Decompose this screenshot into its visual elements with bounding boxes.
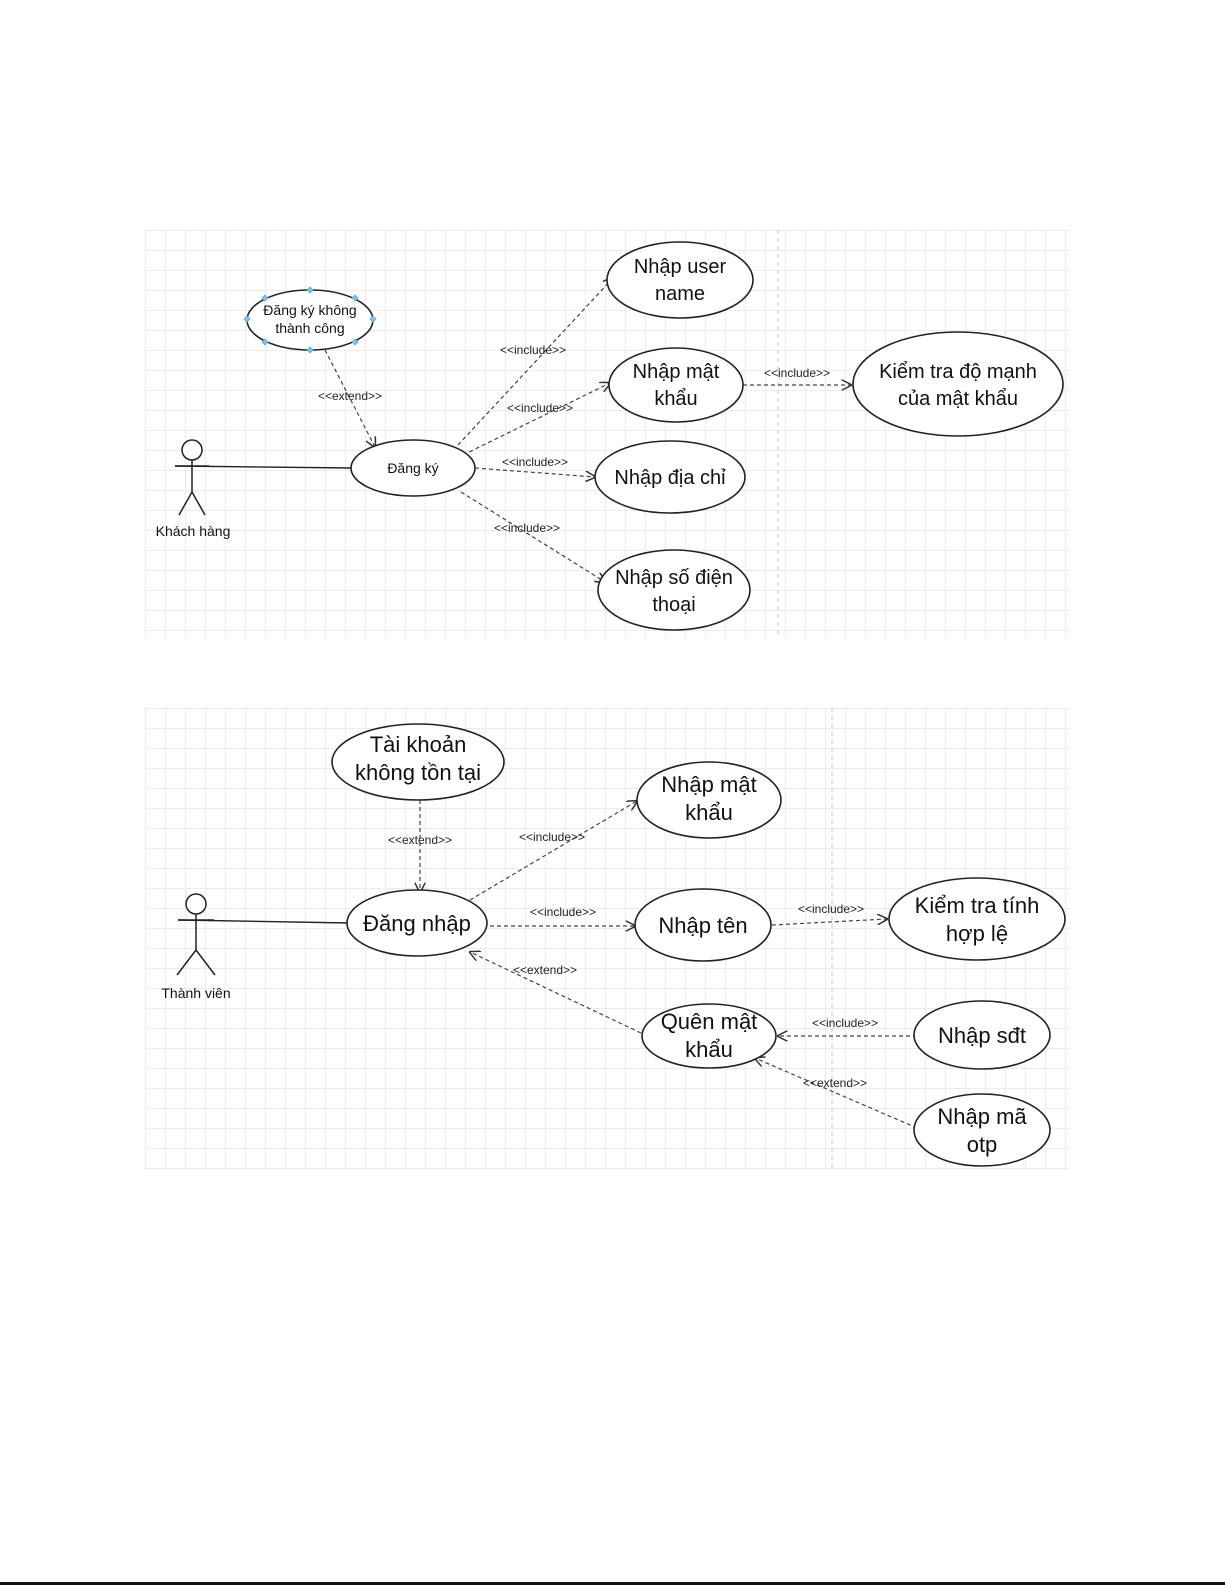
include-arrow-validity (772, 919, 887, 925)
use-case-label-line1: Nhập mã (937, 1104, 1027, 1129)
use-case-dang-ky-khong-thanh-cong[interactable] (244, 287, 376, 353)
use-case-ellipse (598, 550, 750, 630)
include-label-address: <<include>> (501, 455, 569, 469)
use-case-label-line1: Nhập số điện (615, 567, 733, 589)
actor-khach-hang[interactable] (175, 440, 209, 515)
use-case-ellipse (609, 348, 743, 422)
actor-right-leg (196, 950, 215, 975)
include-label-name: <<include>> (529, 905, 597, 919)
actor-label: Khách hàng (155, 523, 231, 539)
actor-left-leg (177, 950, 196, 975)
actor-right-leg (192, 492, 205, 515)
use-case-nhap-ma-otp[interactable] (914, 1094, 1050, 1166)
use-case-label-line1: Quên mật (660, 1009, 758, 1034)
use-case-nhap-ten[interactable] (635, 889, 771, 961)
actor-head (186, 894, 206, 914)
use-case-nhap-mat-khau[interactable] (609, 348, 743, 422)
include-label-validity: <<include>> (797, 902, 865, 916)
extend-label-otp: <<extend>> (802, 1076, 868, 1090)
use-case-label: Nhập tên (658, 913, 748, 938)
actor-left-leg (179, 492, 192, 515)
actor-head (182, 440, 202, 460)
register-use-case-diagram (145, 230, 1070, 638)
use-case-label-line1: Tài khoản (369, 732, 467, 757)
use-case-nhap-sdt[interactable] (914, 1001, 1050, 1069)
use-case-label-line2: thành công (275, 320, 345, 336)
extend-label-forgot: <<extend>> (512, 963, 578, 977)
use-case-nhap-dia-chi[interactable] (595, 441, 745, 513)
use-case-nhap-user-name[interactable] (607, 242, 753, 318)
use-case-label: Đăng nhập (363, 911, 471, 936)
use-case-label-line2: của mật khẩu (897, 388, 1019, 410)
use-case-nhap-mat-khau[interactable] (637, 762, 781, 838)
include-arrow-address (475, 468, 595, 477)
use-case-label-line2: không tồn tại (355, 760, 481, 785)
use-case-label-line1: Nhập mật (632, 361, 720, 383)
include-label-phone: <<include>> (811, 1016, 879, 1030)
include-label-strength: <<include>> (763, 366, 831, 380)
actor-label: Thành viên (161, 985, 231, 1001)
include-arrow-phone (461, 492, 605, 582)
association-line (175, 466, 352, 468)
extend-label-no-account: <<extend>> (387, 833, 453, 847)
use-case-label-line2: khẩu (685, 800, 733, 825)
use-case-label: Nhập sđt (937, 1023, 1027, 1048)
use-case-kiem-tra-do-manh[interactable] (853, 332, 1063, 436)
use-case-quen-mat-khau[interactable] (642, 1004, 776, 1068)
include-label-username: <<include>> (499, 343, 567, 357)
use-case-kiem-tra-tinh-hop-le[interactable] (889, 878, 1065, 960)
use-case-label-line1: Kiểm tra độ mạnh (879, 361, 1037, 383)
include-label-password: <<include>> (518, 830, 586, 844)
use-case-label: Nhập địa chỉ (614, 467, 726, 489)
include-label-phone: <<include>> (493, 521, 561, 535)
register-diagram-canvas (145, 230, 1070, 638)
extend-arrow-otp (755, 1058, 917, 1128)
use-case-label-line2: otp (966, 1132, 998, 1157)
use-case-ellipse (889, 878, 1065, 960)
use-case-label: Đăng ký (387, 460, 439, 476)
extend-label: <<extend>> (317, 389, 383, 403)
include-arrow-password (463, 383, 610, 455)
login-use-case-diagram (145, 708, 1070, 1170)
use-case-label-line1: Đăng ký không (263, 302, 357, 318)
use-case-label-line2: khẩu (654, 388, 698, 410)
use-case-tai-khoan-khong-ton-tai[interactable] (332, 724, 504, 800)
use-case-dang-ky[interactable] (351, 440, 475, 496)
use-case-ellipse (607, 242, 753, 318)
use-case-label-line1: Kiểm tra tính (914, 893, 1040, 918)
use-case-ellipse (853, 332, 1063, 436)
use-case-nhap-so-dien-thoai[interactable] (598, 550, 750, 630)
login-diagram-canvas (145, 708, 1070, 1170)
use-case-label-line2: hợp lệ (945, 921, 1009, 946)
use-case-label-line2: thoại (652, 594, 696, 616)
include-label-password: <<include>> (506, 401, 574, 415)
use-case-label-line2: name (654, 283, 706, 305)
use-case-label-line1: Nhập mật (661, 772, 757, 797)
association-line (178, 920, 350, 923)
use-case-dang-nhap[interactable] (347, 890, 487, 956)
use-case-label-line2: khẩu (685, 1037, 733, 1062)
include-arrow-password (470, 801, 637, 900)
actor-thanh-vien[interactable] (177, 894, 215, 975)
use-case-label-line1: Nhập user (633, 256, 727, 278)
